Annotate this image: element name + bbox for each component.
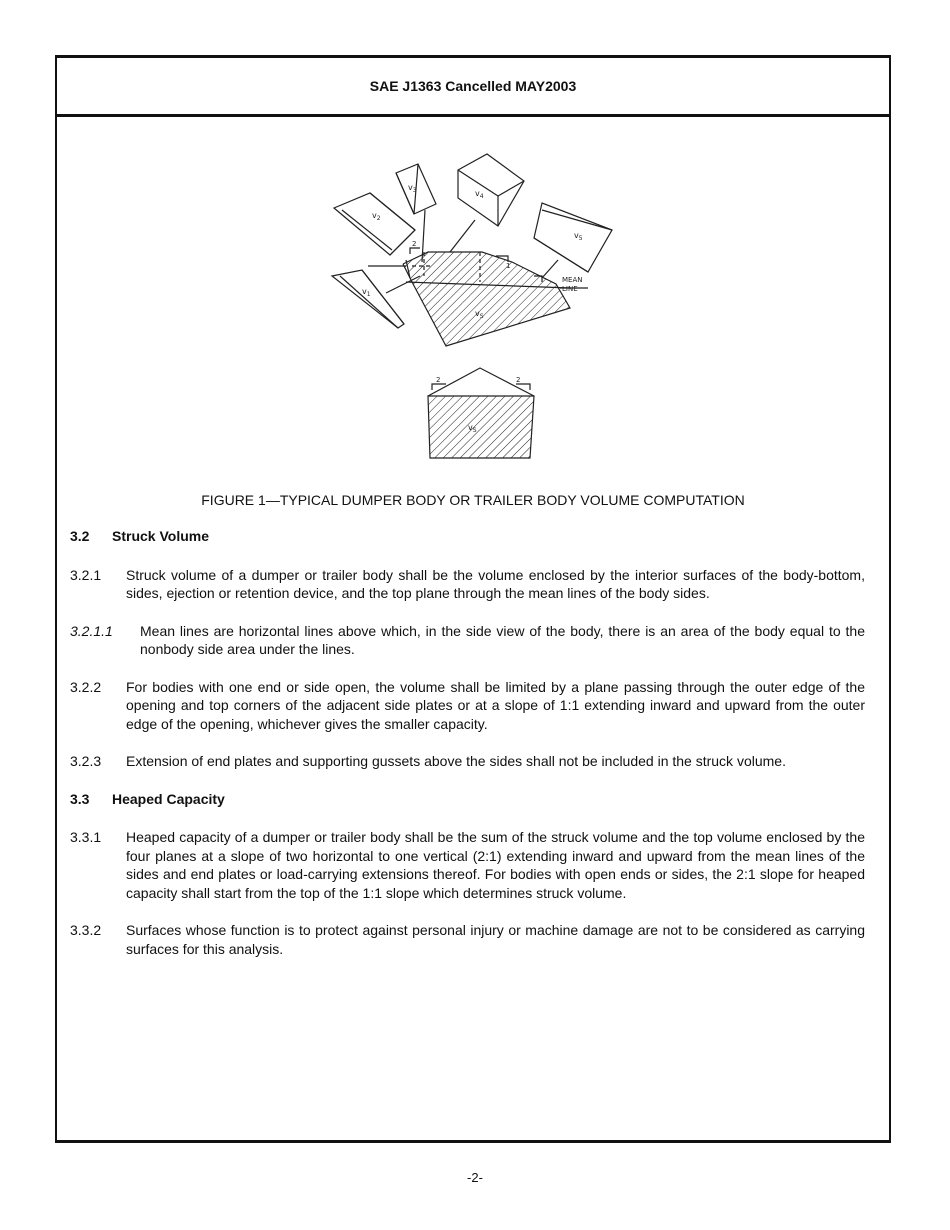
- figure-caption: FIGURE 1—TYPICAL DUMPER BODY OR TRAILER BODY VOLUME COMPUTATION: [201, 492, 745, 508]
- label-v3: $v_3$: [408, 183, 417, 194]
- label-v1: $v_1$: [362, 287, 371, 298]
- label-v5: $v_5$: [574, 231, 583, 242]
- document-title: SAE J1363 Cancelled MAY2003: [369, 78, 577, 94]
- label-v2: $v_2$: [372, 211, 381, 222]
- label-vs: $v_S$: [475, 309, 484, 320]
- slope-label: 2: [436, 376, 441, 384]
- paragraph: 3.2.1 Struck volume of a dumper or trailer body shall be the volume enclosed by the interior surfaces of the body-bottom, sides, ejection or retention device, and the top plane through the mean lines of the body sides.: [70, 566, 865, 601]
- slope-label: 1: [506, 262, 511, 270]
- paragraph: 3.2.3 Extension of end plates and supporting gussets above the sides shall not be included in the struck volume.: [70, 753, 786, 769]
- page-body: [55, 55, 891, 1143]
- document-content: [70, 527, 865, 977]
- paragraph: 3.3.1 Heaped capacity of a dumper or trailer body shall be the sum of the struck volume and the top volume enclosed by the four planes at a slope of two horizontal to one vertical (2:1) extending inward and upward from the mean lines of the sides and end plates or load-carrying extensions thereof. For bodies with open ends or sides, the 2:1 slope for heaped capacity shall start from the top of the 1:1 slope which determines struck volume.: [70, 829, 865, 901]
- paragraph: 3.2.1.1 Mean lines are horizontal lines above which, in the side view of the body, there is an area of the body equal to the nonbody side area under the lines.: [70, 622, 865, 657]
- section-heading: 3.2 Struck Volume: [70, 528, 209, 544]
- page-number: -2-: [467, 1170, 483, 1185]
- slope-label: 2: [516, 376, 521, 384]
- slope-label: 2: [412, 240, 417, 248]
- line-label: LINE: [562, 285, 578, 293]
- label-v4: $v_4$: [475, 189, 484, 200]
- label-vh: $v_S$: [468, 423, 477, 434]
- mean-label: MEAN: [562, 276, 583, 284]
- paragraph: 3.3.2 Surfaces whose function is to protect against personal injury or machine damage are not to be considered as carrying surfaces for this analysis.: [70, 922, 865, 957]
- paragraph: 3.2.2 For bodies with one end or side open, the volume shall be limited by a plane passing through the outer edge of the opening and top corners of the adjacent side plates or at a slope of 1:1 extending inward and upward from the outer edge of the opening, whichever gives the smaller capacity.: [70, 678, 865, 732]
- section-heading: 3.3 Heaped Capacity: [70, 790, 225, 807]
